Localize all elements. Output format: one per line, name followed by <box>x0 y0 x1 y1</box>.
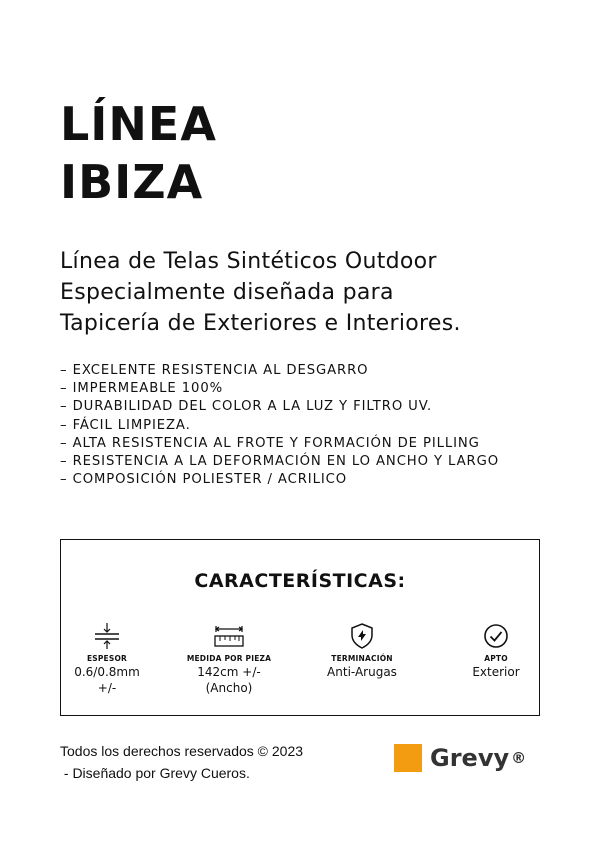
feature-item: – FÁCIL LIMPIEZA. <box>60 417 191 433</box>
feature-list <box>60 362 499 489</box>
spec-label: TERMINACIÓN <box>331 654 393 663</box>
designer-credit: - Diseñado por Grevy Cueros. <box>60 765 250 781</box>
characteristics-box <box>60 539 540 716</box>
spec-size <box>169 622 289 695</box>
spec-label: ESPESOR <box>86 654 128 663</box>
shield-icon <box>348 622 376 650</box>
spec-value: Exterior <box>472 665 520 679</box>
spec-value: Anti-Arugas <box>327 665 397 679</box>
spec-value: 142cm +/- <box>197 665 261 679</box>
spec-label: MEDIDA POR PIEZA <box>186 654 272 663</box>
spec-value: +/- <box>97 681 117 695</box>
brand-logo <box>394 744 526 772</box>
title-line-2: IBIZA <box>60 155 204 209</box>
description-line-3: Tapicería de Exteriores e Interiores. <box>60 311 461 336</box>
ruler-icon <box>213 622 245 650</box>
spec-value: 0.6/0.8mm <box>74 665 140 679</box>
spec-thickness <box>47 622 167 695</box>
feature-item: – RESISTENCIA A LA DEFORMACIÓN EN LO ANCHO Y LARGO <box>60 454 499 470</box>
spec-label: APTO <box>484 654 508 663</box>
check-circle-icon <box>482 622 510 650</box>
copyright-footer <box>60 740 303 784</box>
feature-item: – EXCELENTE RESISTENCIA AL DESGARRO <box>60 363 369 378</box>
feature-item: – ALTA RESISTENCIA AL FROTE Y FORMACIÓN DE PILLING <box>60 435 480 451</box>
feature-item: – COMPOSICIÓN POLIESTER / ACRILICO <box>60 472 348 488</box>
feature-item: – IMPERMEABLE 100% <box>60 381 224 397</box>
characteristics-title: CARACTERÍSTICAS: <box>194 570 406 592</box>
page-title <box>60 95 217 211</box>
feature-item: – DURABILIDAD DEL COLOR A LA LUZ Y FILTRO UV. <box>60 399 433 415</box>
thickness-icon <box>92 622 122 650</box>
spec-suitable <box>436 622 556 681</box>
description-line-2: Especialmente diseñada para <box>60 280 394 305</box>
title-line-1: LÍNEA <box>60 97 217 151</box>
spec-finish <box>302 622 422 681</box>
copyright-line: Todos los derechos reservados © 2023 <box>60 743 304 759</box>
brand-square-icon <box>394 744 422 772</box>
description-line-1: Línea de Telas Sintéticos Outdoor <box>60 249 437 274</box>
product-description <box>60 246 580 339</box>
registered-mark: ® <box>511 749 527 767</box>
brand-name: Grevy <box>430 744 510 772</box>
spec-value: (Ancho) <box>205 681 253 695</box>
